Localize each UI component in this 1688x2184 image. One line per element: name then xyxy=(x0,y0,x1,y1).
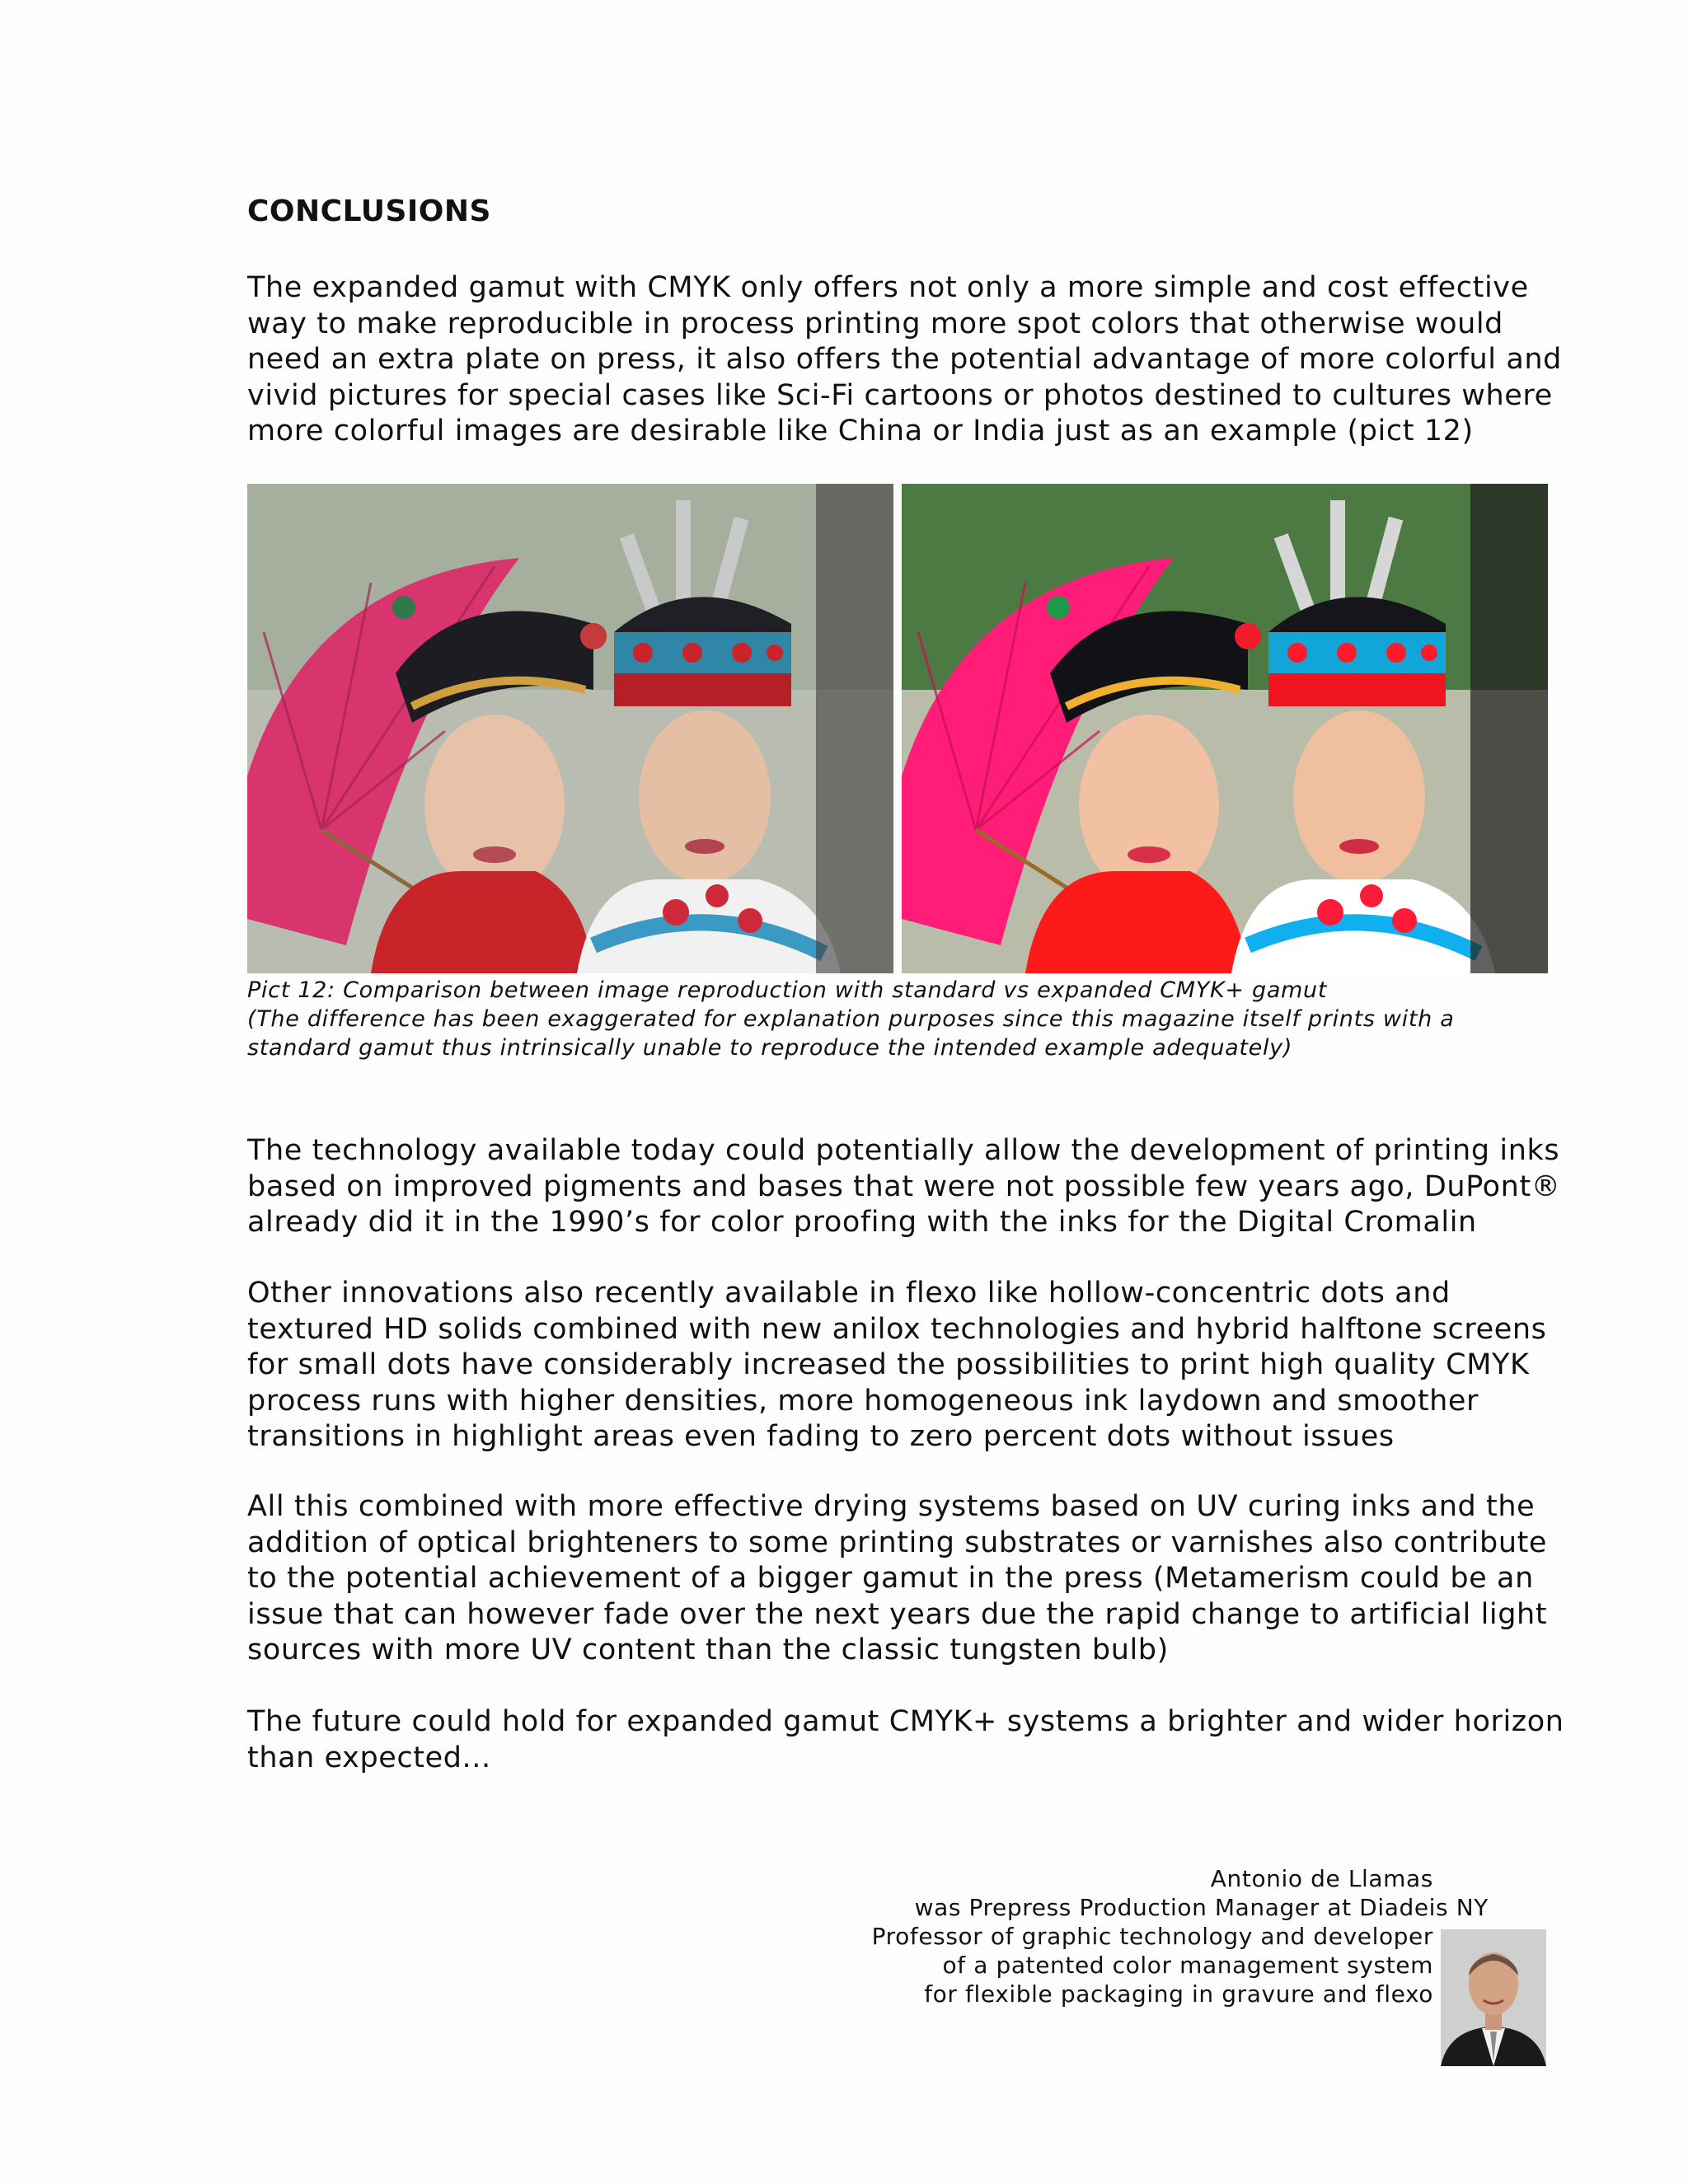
expanded-gamut-photo xyxy=(902,484,1548,973)
bio-line: Professor of graphic technology and developer xyxy=(871,1923,1433,1950)
caption-line: (The difference has been exaggerated for explanation purposes since this magazine itself prints with a xyxy=(247,1006,1455,1032)
standard-gamut-photo xyxy=(247,484,893,973)
caption-line: standard gamut thus intrinsically unable to reproduce the intended example adequately) xyxy=(247,1035,1293,1061)
paragraph-future: The future could hold for expanded gamut CMYK+ systems a brighter and wider horizon than expected... xyxy=(247,1705,1564,1774)
paragraph-innovations: Other innovations also recently available in flexo like hollow-concentric dots and textured HD solids combined with new anilox technologies and hybrid halftone screens for small dots have considerably increased the possibilities to print high quality CMYK process runs with higher densities, more homogeneous ink laydown and smoother transitions in highlight areas even fading to zero percent dots without issues xyxy=(247,1277,1547,1453)
bio-line: for flexible packaging in gravure and flexo xyxy=(924,1980,1433,2008)
paragraph-intro: The expanded gamut with CMYK only offers not only a more simple and cost effective way to make reproducible in process printing more spot colors that otherwise would need an extra plate on press, it also offers the potential advantage of more colorful and vivid pictures for special cases like Sci-Fi cartoons or photos destined to cultures where more colorful images are desirable like China or India just as an example (pict 12) xyxy=(247,271,1562,448)
paragraph-technology: The technology available today could potentially allow the development of printing inks based on improved pigments and bases that were not possible few years ago, DuPont® already did it in the 1990’s for color proofing with the inks for the Digital Cromalin xyxy=(247,1134,1561,1239)
section-heading: CONCLUSIONS xyxy=(247,194,491,228)
bio-line: was Prepress Production Manager at Diadeis NY xyxy=(914,1894,1489,1921)
figure-caption xyxy=(247,976,1607,1062)
paragraph-drying-systems: All this combined with more effective drying systems based on UV curing inks and the addition of optical brighteners to some printing substrates or varnishes also contribute to the potential achievement of a bigger gamut in the press (Metamerism could be an issue that can however fade over the next years due the rapid change to artificial light sources with more UV content than the classic tungsten bulb) xyxy=(247,1490,1548,1666)
caption-line: Pict 12: Comparison between image reproduction with standard vs expanded CMYK+ gamut xyxy=(247,977,1328,1003)
author-name: Antonio de Llamas xyxy=(1210,1865,1433,1892)
author-bio xyxy=(871,1864,1489,2008)
author-portrait xyxy=(1441,1929,1546,2066)
bio-line: of a patented color management system xyxy=(942,1952,1433,1979)
